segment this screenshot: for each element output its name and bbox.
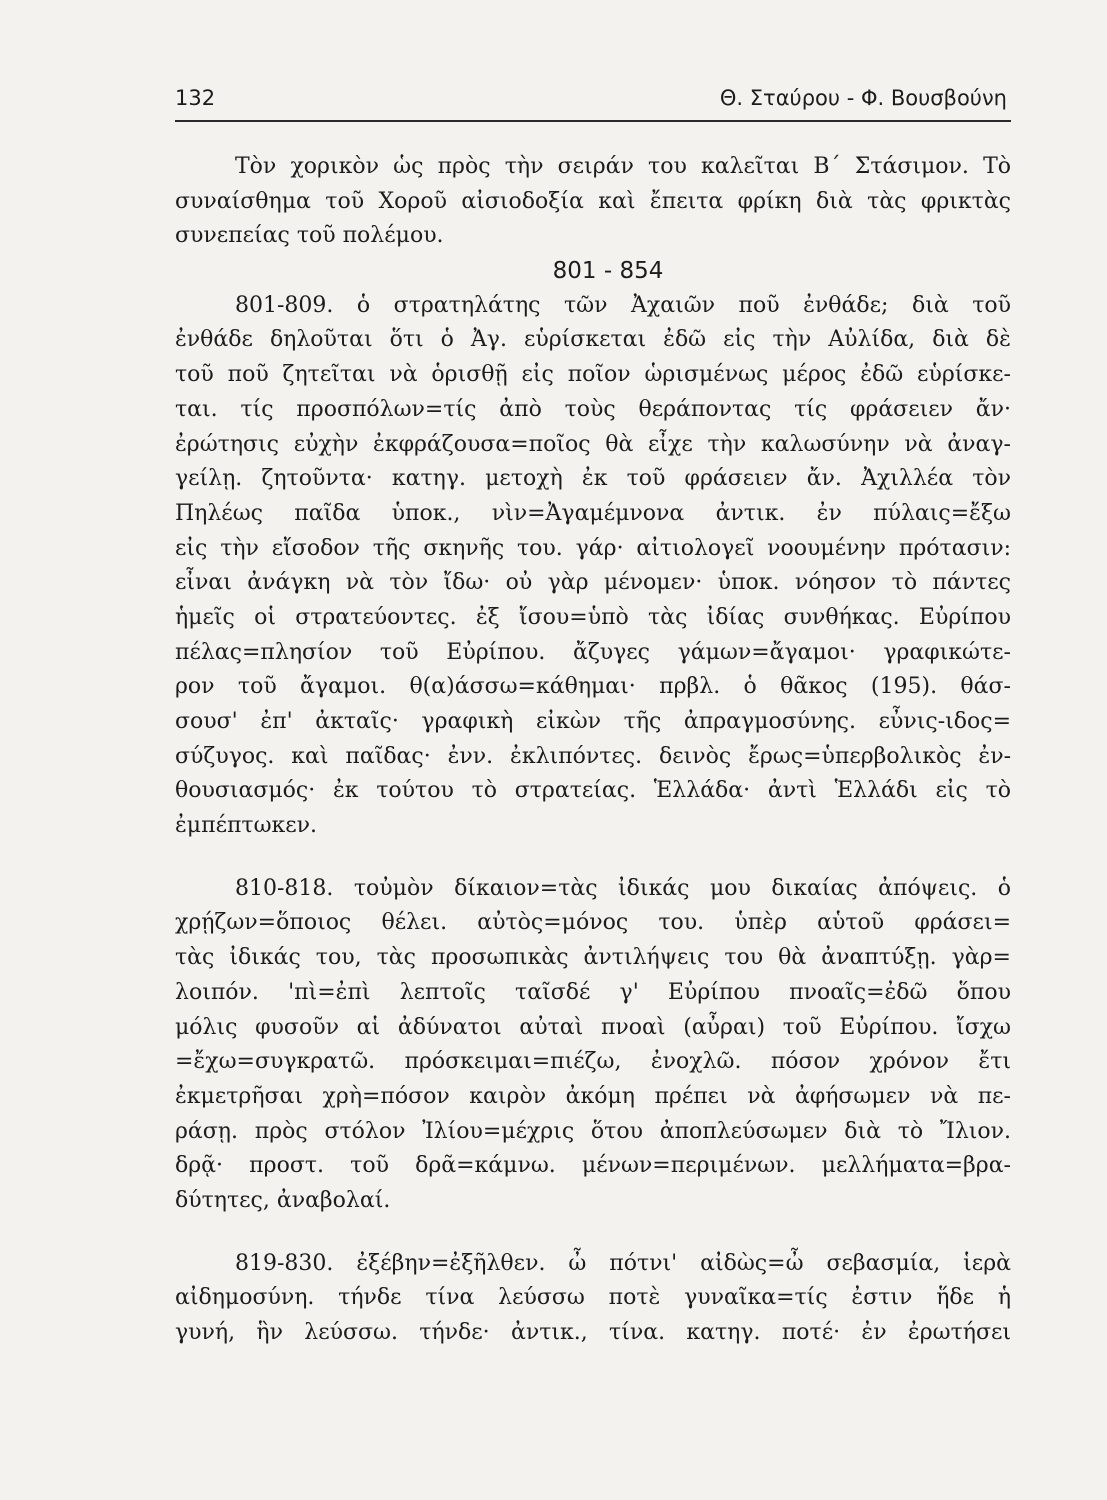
paragraph-line: αἰδημοσύνη. τήνδε τίνα λεύσσω ποτὲ γυναῖκα=τίς ἐστιν ἥδε ἡ: [175, 1285, 1011, 1311]
paragraph-801-809: [175, 289, 1011, 844]
paragraph-gap: [175, 1219, 1011, 1247]
paragraph-810-818: [175, 872, 1011, 1219]
running-head: Θ. Σταύρου - Φ. Βουσβούνη: [719, 86, 1007, 110]
paragraph-line: σύζυγος. καὶ παῖδας· ἐνν. ἐκλιπόντες. δεινὸς ἔρως=ὑπερβολικὸς ἐν-: [175, 743, 1011, 769]
page-header: [175, 84, 1011, 122]
paragraph-line: ται. τίς προσπόλων=τίς ἀπὸ τοὺς θεράποντας τίς φράσειεν ἄν·: [175, 396, 1011, 422]
paragraph-819-830: [175, 1247, 1011, 1351]
commentary-text: [175, 150, 1011, 1351]
paragraph-line: ράσῃ. πρὸς στόλον Ἰλίου=μέχρις ὅτου ἀποπλεύσωμεν διὰ τὸ Ἴλιον.: [175, 1118, 1011, 1144]
paragraph-line: τὰς ἰδικάς του, τὰς προσωπικὰς ἀντιλήψεις του θὰ ἀναπτύξῃ. γὰρ=: [175, 945, 1011, 971]
intro-line: συναίσθημα τοῦ Χοροῦ αἰσιοδοξία καὶ ἔπειτα φρίκη διὰ τὰς φρικτὰς: [175, 188, 1011, 214]
paragraph-line: 819-830. ἐξέβην=ἐξῆλθεν. ὦ πότνι' αἰδὼς=ὦ σεβασμία, ἱερὰ: [235, 1250, 1011, 1276]
paragraph-line: ἐμπέπτωκεν.: [175, 813, 318, 839]
intro-line: Τὸν χορικὸν ὡς πρὸς τὴν σειράν του καλεῖται Β΄ Στάσιμον. Τὸ: [235, 154, 1011, 179]
paragraph-line: ἐρώτησις εὐχὴν ἐκφράζουσα=ποῖος θὰ εἶχε τὴν καλωσύνην νὰ ἀναγ-: [175, 431, 1011, 457]
paragraph-line: δύτητες, ἀναβολαί.: [175, 1187, 391, 1213]
paragraph-line: θουσιασμός· ἐκ τούτου τὸ στρατείας. Ἑλλάδα· ἀντὶ Ἑλλάδι εἰς τὸ: [175, 778, 1011, 804]
paragraph-line: δρᾷ· προστ. τοῦ δρᾶ=κάμνω. μένων=περιμένων. μελλήματα=βρα-: [175, 1153, 1011, 1179]
paragraph-line: τοῦ ποῦ ζητεῖται νὰ ὁρισθῇ εἰς ποῖον ὡρισμένως μέρος ἐδῶ εὑρίσκε-: [175, 362, 1011, 388]
paragraph-line: πέλας=πλησίον τοῦ Εὐρίπου. ἄζυγες γάμων=ἄγαμοι· γραφικώτε-: [175, 639, 1011, 665]
page-number: 132: [175, 86, 216, 110]
paragraph-line: χρῄζων=ὅποιος θέλει. αὐτὸς=μόνος του. ὑπὲρ αὑτοῦ φράσει=: [175, 910, 1011, 936]
paragraph-line: =ἔχω=συγκρατῶ. πρόσκειμαι=πιέζω, ἐνοχλῶ. πόσον χρόνον ἔτι: [175, 1049, 1011, 1075]
paragraph-line: Πηλέως παῖδα ὑποκ., νὶν=Ἀγαμέμνονα ἀντικ. ἐν πύλαις=ἔξω: [175, 500, 1011, 526]
paragraph-line: ἐνθάδε δηλοῦται ὅτι ὁ Ἀγ. εὑρίσκεται ἐδῶ εἰς τὴν Αὐλίδα, διὰ δὲ: [175, 327, 1011, 353]
paragraph-line: μόλις φυσοῦν αἱ ἀδύνατοι αὐταὶ πνοαὶ (αὖραι) τοῦ Εὐρίπου. ἴσχω: [175, 1014, 1011, 1040]
paragraph-line: ρον τοῦ ἄγαμοι. θ(α)άσσω=κάθημαι· πρβλ. ὁ θᾶκος (195). θάσ-: [175, 674, 1011, 700]
paragraph-line: λοιπόν. 'πὶ=ἐπὶ λεπτοῖς ταῖσδέ γ' Εὐρίπου πνοαῖς=ἐδῶ ὅπου: [175, 979, 1011, 1005]
paragraph-line: εἶναι ἀνάγκη νὰ τὸν ἴδω· οὐ γὰρ μένομεν· ὑποκ. νόησον τὸ πάντες: [175, 570, 1011, 596]
paragraph-line: ἐκμετρῆσαι χρὴ=πόσον καιρὸν ἀκόμη πρέπει νὰ ἀφήσωμεν νὰ πε-: [175, 1083, 1011, 1109]
paragraph-line: 810-818. τοὐμὸν δίκαιον=τὰς ἰδικάς μου δικαίας ἀπόψεις. ὁ: [235, 875, 1011, 901]
paragraph-line: σουσ' ἐπ' ἀκταῖς· γραφικὴ εἰκὼν τῆς ἀπραγμοσύνης. εὖνις-ιδος=: [175, 709, 1011, 734]
paragraph-gap: [175, 844, 1011, 872]
paragraph-line: γυνή, ἣν λεύσσω. τήνδε· ἀντικ., τίνα. κατηγ. ποτέ· ἐν ἐρωτήσει: [175, 1320, 1011, 1345]
paragraph-line: γείλῃ. ζητοῦντα· κατηγ. μετοχὴ ἐκ τοῦ φράσειεν ἄν. Ἀχιλλέα τὸν: [175, 466, 1011, 492]
paragraph-line: ἡμεῖς οἱ στρατεύοντες. ἐξ ἴσου=ὑπὸ τὰς ἰδίας συνθήκας. Εὐρίπου: [175, 604, 1011, 630]
paragraph-line: εἰς τὴν εἴσοδον τῆς σκηνῆς του. γάρ· αἰτιολογεῖ νοουμένην πρότασιν:: [175, 535, 1011, 561]
paragraph-line: 801-809. ὁ στρατηλάτης τῶν Ἀχαιῶν ποῦ ἐνθάδε; διὰ τοῦ: [235, 292, 1011, 318]
section-heading: 801 - 854: [552, 258, 664, 285]
intro-line: συνεπείας τοῦ πολέμου.: [175, 223, 444, 249]
